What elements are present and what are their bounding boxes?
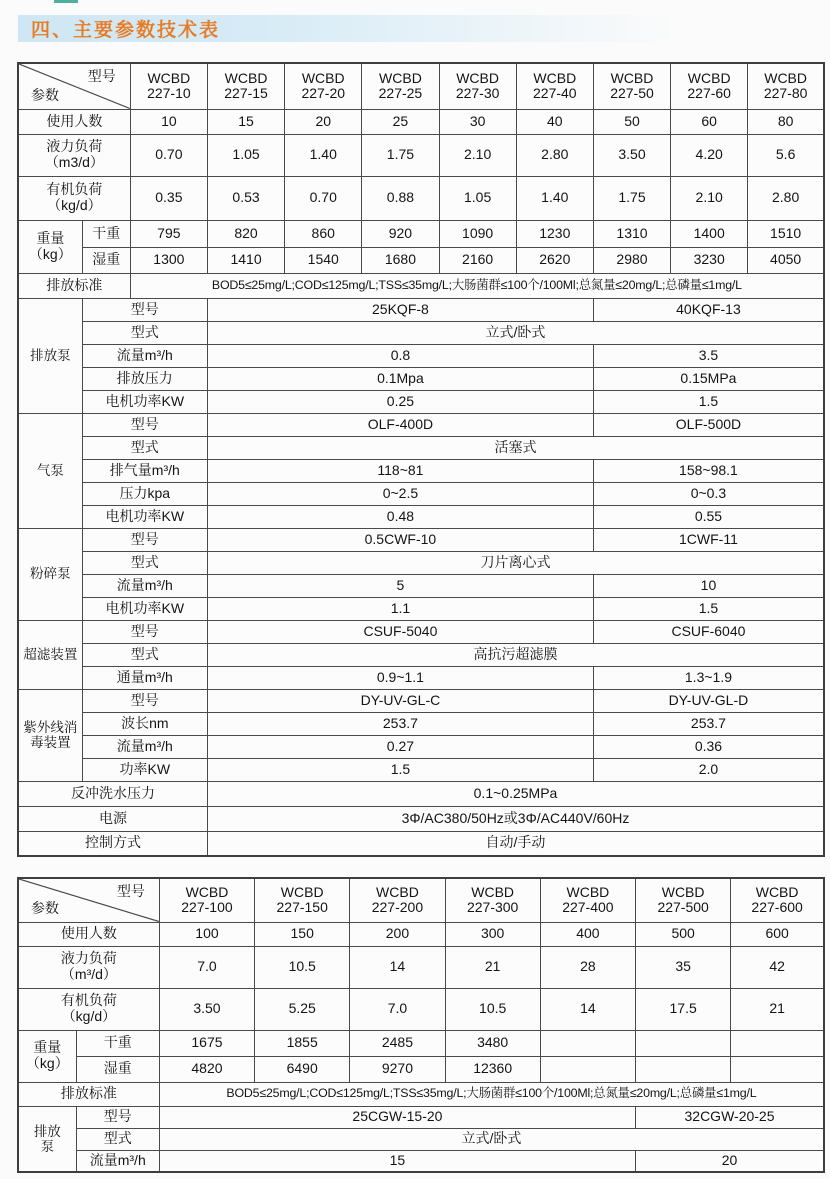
value-cell: 3Φ/AC380/50Hz或3Φ/AC440V/60Hz — [207, 806, 824, 831]
value-cell — [636, 1030, 731, 1056]
value-cell: 0.36 — [593, 735, 824, 758]
table-row — [18, 1106, 824, 1128]
parameter-table-large-models — [17, 877, 825, 1173]
param-sublabel: 型式 — [82, 643, 207, 666]
page-title: 四、主要参数技术表 — [31, 20, 221, 41]
param-sublabel: 型式 — [82, 436, 207, 459]
value-cell: 14 — [350, 946, 445, 988]
value-cell: 0.25 — [207, 390, 593, 413]
table-row — [18, 689, 824, 712]
value-cell: 3.5 — [593, 344, 824, 367]
value-cell — [636, 1056, 731, 1082]
param-sublabel: 型号 — [76, 1106, 159, 1128]
value-cell: 9270 — [350, 1056, 445, 1082]
section-name: 排放泵 — [18, 298, 82, 413]
value-cell: 17.5 — [636, 988, 731, 1030]
value-cell: 7.0 — [350, 988, 445, 1030]
value-cell: 活塞式 — [207, 436, 824, 459]
table-row — [18, 459, 824, 482]
corner-model-label: 型号 — [87, 68, 116, 84]
value-cell: 0.35 — [130, 176, 207, 220]
param-sublabel: 流量m³/h — [82, 344, 207, 367]
value-cell: 4.20 — [671, 134, 748, 176]
value-cell: 1.5 — [207, 758, 593, 781]
value-cell: 1.05 — [439, 176, 516, 220]
value-cell: 60 — [671, 109, 748, 134]
value-cell: 1CWF-11 — [593, 528, 824, 551]
value-cell: 0~2.5 — [207, 482, 593, 505]
table-row — [18, 220, 824, 247]
value-cell: 20 — [636, 1150, 824, 1172]
param-label: 控制方式 — [18, 831, 207, 856]
model-header: WCBD 227-600 — [731, 878, 824, 922]
param-label: 排放标准 — [18, 273, 130, 298]
value-cell: 300 — [445, 922, 540, 946]
value-cell — [731, 1056, 824, 1082]
value-cell: 0.15MPa — [593, 367, 824, 390]
value-cell: 600 — [731, 922, 824, 946]
value-cell: 7.0 — [159, 946, 254, 988]
table-row — [18, 643, 824, 666]
param-label: 反冲洗水压力 — [18, 781, 207, 806]
param-label: 排放标准 — [18, 1082, 159, 1106]
model-header: WCBD 227-400 — [540, 878, 635, 922]
value-cell: 0.8 — [207, 344, 593, 367]
table-row — [18, 1030, 824, 1056]
table-row — [18, 482, 824, 505]
value-cell: 立式/卧式 — [159, 1128, 824, 1150]
section-name: 粉碎泵 — [18, 528, 82, 620]
value-cell: 500 — [636, 922, 731, 946]
model-header: WCBD 227-30 — [439, 63, 516, 109]
value-cell: 1.40 — [516, 176, 593, 220]
table-row — [18, 597, 824, 620]
value-cell: 253.7 — [593, 712, 824, 735]
value-cell: 1510 — [748, 220, 824, 247]
value-cell: 1.05 — [207, 134, 284, 176]
model-header: WCBD 227-10 — [130, 63, 207, 109]
value-cell: 25KQF-8 — [207, 298, 593, 321]
param-sublabel: 电机功率KW — [82, 597, 207, 620]
param-sublabel: 湿重 — [82, 247, 130, 273]
value-cell: 2.80 — [516, 134, 593, 176]
param-label: 重量 （kg） — [18, 220, 82, 273]
table-row — [18, 109, 824, 134]
value-cell: 1.5 — [593, 597, 824, 620]
value-cell: 2485 — [350, 1030, 445, 1056]
value-cell: 1855 — [255, 1030, 350, 1056]
value-cell: 5.25 — [255, 988, 350, 1030]
param-label: 使用人数 — [18, 922, 159, 946]
param-sublabel: 通量m³/h — [82, 666, 207, 689]
corner-param-label: 参数 — [31, 86, 59, 103]
model-header: WCBD 227-20 — [285, 63, 362, 109]
table-row — [18, 273, 824, 298]
value-cell: 1310 — [593, 220, 670, 247]
corner-cell — [18, 878, 159, 922]
model-header: WCBD 227-300 — [445, 878, 540, 922]
value-cell: 2.80 — [748, 176, 824, 220]
value-cell: 158~98.1 — [593, 459, 824, 482]
value-cell: 42 — [731, 946, 824, 988]
param-sublabel: 干重 — [82, 220, 130, 247]
value-cell: 3.50 — [159, 988, 254, 1030]
value-cell: 32CGW-20-25 — [636, 1106, 824, 1128]
param-sublabel: 型号 — [82, 528, 207, 551]
table-row — [18, 712, 824, 735]
value-cell: 1300 — [130, 247, 207, 273]
value-cell: 15 — [207, 109, 284, 134]
table-row — [18, 344, 824, 367]
table-row — [18, 735, 824, 758]
table-row — [18, 176, 824, 220]
value-cell: CSUF-5040 — [207, 620, 593, 643]
table-row — [18, 321, 824, 344]
value-cell: 0.1Mpa — [207, 367, 593, 390]
section-name: 超滤装置 — [18, 620, 82, 689]
value-cell: 14 — [540, 988, 635, 1030]
model-header: WCBD 227-50 — [593, 63, 670, 109]
value-cell: 5.6 — [748, 134, 824, 176]
model-header: WCBD 227-25 — [362, 63, 439, 109]
table-row — [18, 831, 824, 856]
section-name: 排放泵 — [18, 1106, 76, 1172]
param-sublabel: 型式 — [82, 551, 207, 574]
value-cell: 0.55 — [593, 505, 824, 528]
discharge-standard-value: BOD5≤25mg/L;COD≤125mg/L;TSS≤35mg/L;大肠菌群≤100个/100Ml;总氮量≤20mg/L;总磷量≤1mg/L — [130, 273, 824, 298]
value-cell: 刀片离心式 — [207, 551, 824, 574]
value-cell: 920 — [362, 220, 439, 247]
value-cell: 21 — [445, 946, 540, 988]
param-label: 重量 （kg） — [18, 1030, 76, 1082]
table-row — [18, 551, 824, 574]
value-cell: 1.1 — [207, 597, 593, 620]
model-header: WCBD 227-500 — [636, 878, 731, 922]
param-sublabel: 型号 — [82, 298, 207, 321]
value-cell: 1675 — [159, 1030, 254, 1056]
value-cell: 820 — [207, 220, 284, 247]
value-cell: 795 — [130, 220, 207, 247]
param-sublabel: 电机功率KW — [82, 505, 207, 528]
table-row — [18, 528, 824, 551]
table-row — [18, 922, 824, 946]
section-name: 紫外线消毒装置 — [18, 689, 82, 781]
corner-model-label: 型号 — [116, 883, 145, 899]
value-cell: 21 — [731, 988, 824, 1030]
table-row — [18, 413, 824, 436]
table-row — [18, 298, 824, 321]
value-cell: 200 — [350, 922, 445, 946]
value-cell: 35 — [636, 946, 731, 988]
value-cell: 50 — [593, 109, 670, 134]
model-header: WCBD 227-80 — [748, 63, 824, 109]
value-cell: 1090 — [439, 220, 516, 247]
param-sublabel: 型号 — [82, 413, 207, 436]
discharge-standard-value: BOD5≤25mg/L;COD≤125mg/L;TSS≤35mg/L;大肠菌群≤100个/100Ml;总氮量≤20mg/L;总磷量≤1mg/L — [159, 1082, 824, 1106]
value-cell: 0.70 — [285, 176, 362, 220]
value-cell: 20 — [285, 109, 362, 134]
section-heading — [18, 15, 706, 42]
table-row — [18, 781, 824, 806]
model-header: WCBD 227-40 — [516, 63, 593, 109]
value-cell: 2.0 — [593, 758, 824, 781]
value-cell: 15 — [159, 1150, 635, 1172]
param-sublabel: 干重 — [76, 1030, 159, 1056]
param-sublabel: 流量m³/h — [76, 1150, 159, 1172]
table-row — [18, 988, 824, 1030]
value-cell: 3230 — [671, 247, 748, 273]
value-cell: 30 — [439, 109, 516, 134]
model-header: WCBD 227-100 — [159, 878, 254, 922]
value-cell: DY-UV-GL-D — [593, 689, 824, 712]
value-cell: 2160 — [439, 247, 516, 273]
param-sublabel: 压力kpa — [82, 482, 207, 505]
value-cell: 3480 — [445, 1030, 540, 1056]
value-cell: 0~0.3 — [593, 482, 824, 505]
value-cell: 80 — [748, 109, 824, 134]
value-cell: 0.9~1.1 — [207, 666, 593, 689]
value-cell: 1.75 — [362, 134, 439, 176]
value-cell: 0.70 — [130, 134, 207, 176]
param-sublabel: 电机功率KW — [82, 390, 207, 413]
value-cell: 1.75 — [593, 176, 670, 220]
value-cell: 2620 — [516, 247, 593, 273]
model-header: WCBD 227-15 — [207, 63, 284, 109]
param-label: 电源 — [18, 806, 207, 831]
value-cell: 0.5CWF-10 — [207, 528, 593, 551]
value-cell: 1.40 — [285, 134, 362, 176]
value-cell: 0.48 — [207, 505, 593, 528]
value-cell: 0.88 — [362, 176, 439, 220]
table-row — [18, 878, 824, 922]
value-cell: OLF-400D — [207, 413, 593, 436]
param-sublabel: 型号 — [82, 689, 207, 712]
value-cell: 100 — [159, 922, 254, 946]
value-cell: 28 — [540, 946, 635, 988]
value-cell: 1680 — [362, 247, 439, 273]
value-cell: 860 — [285, 220, 362, 247]
param-sublabel: 流量m³/h — [82, 574, 207, 597]
param-label: 使用人数 — [18, 109, 130, 134]
value-cell: 6490 — [255, 1056, 350, 1082]
param-label: 有机负荷 （kg/d） — [18, 988, 159, 1030]
table-row — [18, 1082, 824, 1106]
corner-param-label: 参数 — [31, 899, 59, 916]
value-cell: 10 — [593, 574, 824, 597]
table-row — [18, 367, 824, 390]
table-row — [18, 574, 824, 597]
value-cell: 2.10 — [439, 134, 516, 176]
value-cell: 立式/卧式 — [207, 321, 824, 344]
table-row — [18, 63, 824, 109]
value-cell: 1400 — [671, 220, 748, 247]
value-cell: 253.7 — [207, 712, 593, 735]
value-cell: 5 — [207, 574, 593, 597]
value-cell: 0.1~0.25MPa — [207, 781, 824, 806]
table-row — [18, 134, 824, 176]
param-sublabel: 功率KW — [82, 758, 207, 781]
value-cell: 40 — [516, 109, 593, 134]
param-label: 液力负荷 （m³/d） — [18, 946, 159, 988]
value-cell: 1230 — [516, 220, 593, 247]
value-cell: 10 — [130, 109, 207, 134]
value-cell: CSUF-6040 — [593, 620, 824, 643]
section-name: 气泵 — [18, 413, 82, 528]
table-row — [18, 806, 824, 831]
table-row — [18, 436, 824, 459]
param-sublabel: 流量m³/h — [82, 735, 207, 758]
param-sublabel: 波长nm — [82, 712, 207, 735]
value-cell: 40KQF-13 — [593, 298, 824, 321]
value-cell: 10.5 — [255, 946, 350, 988]
value-cell: 118~81 — [207, 459, 593, 482]
model-header: WCBD 227-150 — [255, 878, 350, 922]
value-cell: 2980 — [593, 247, 670, 273]
value-cell: 4050 — [748, 247, 824, 273]
table-row — [18, 1128, 824, 1150]
model-header: WCBD 227-200 — [350, 878, 445, 922]
param-sublabel: 型式 — [76, 1128, 159, 1150]
value-cell: 自动/手动 — [207, 831, 824, 856]
param-sublabel: 型号 — [82, 620, 207, 643]
value-cell: 4820 — [159, 1056, 254, 1082]
value-cell: 1410 — [207, 247, 284, 273]
value-cell: 25 — [362, 109, 439, 134]
value-cell: DY-UV-GL-C — [207, 689, 593, 712]
value-cell: 3.50 — [593, 134, 670, 176]
top-accent-mark — [54, 0, 78, 3]
value-cell: 2.10 — [671, 176, 748, 220]
table-row — [18, 620, 824, 643]
table-row — [18, 946, 824, 988]
value-cell: 10.5 — [445, 988, 540, 1030]
param-sublabel: 排放压力 — [82, 367, 207, 390]
value-cell: 1540 — [285, 247, 362, 273]
value-cell — [540, 1030, 635, 1056]
table-row — [18, 247, 824, 273]
corner-cell — [18, 63, 130, 109]
value-cell: OLF-500D — [593, 413, 824, 436]
param-label: 有机负荷 （kg/d） — [18, 176, 130, 220]
parameter-table-small-models — [17, 62, 825, 857]
param-label: 液力负荷 （m3/d） — [18, 134, 130, 176]
value-cell: 25CGW-15-20 — [159, 1106, 635, 1128]
value-cell: 0.53 — [207, 176, 284, 220]
value-cell: 1.5 — [593, 390, 824, 413]
value-cell — [540, 1056, 635, 1082]
param-sublabel: 型式 — [82, 321, 207, 344]
param-sublabel: 排气量m³/h — [82, 459, 207, 482]
model-header: WCBD 227-60 — [671, 63, 748, 109]
value-cell: 1.3~1.9 — [593, 666, 824, 689]
value-cell: 150 — [255, 922, 350, 946]
value-cell: 400 — [540, 922, 635, 946]
table-row — [18, 390, 824, 413]
table-row — [18, 505, 824, 528]
table-row — [18, 758, 824, 781]
value-cell: 高抗污超滤膜 — [207, 643, 824, 666]
table-row — [18, 1150, 824, 1172]
table-row — [18, 666, 824, 689]
table-row — [18, 1056, 824, 1082]
value-cell: 12360 — [445, 1056, 540, 1082]
value-cell: 0.27 — [207, 735, 593, 758]
param-sublabel: 湿重 — [76, 1056, 159, 1082]
value-cell — [731, 1030, 824, 1056]
